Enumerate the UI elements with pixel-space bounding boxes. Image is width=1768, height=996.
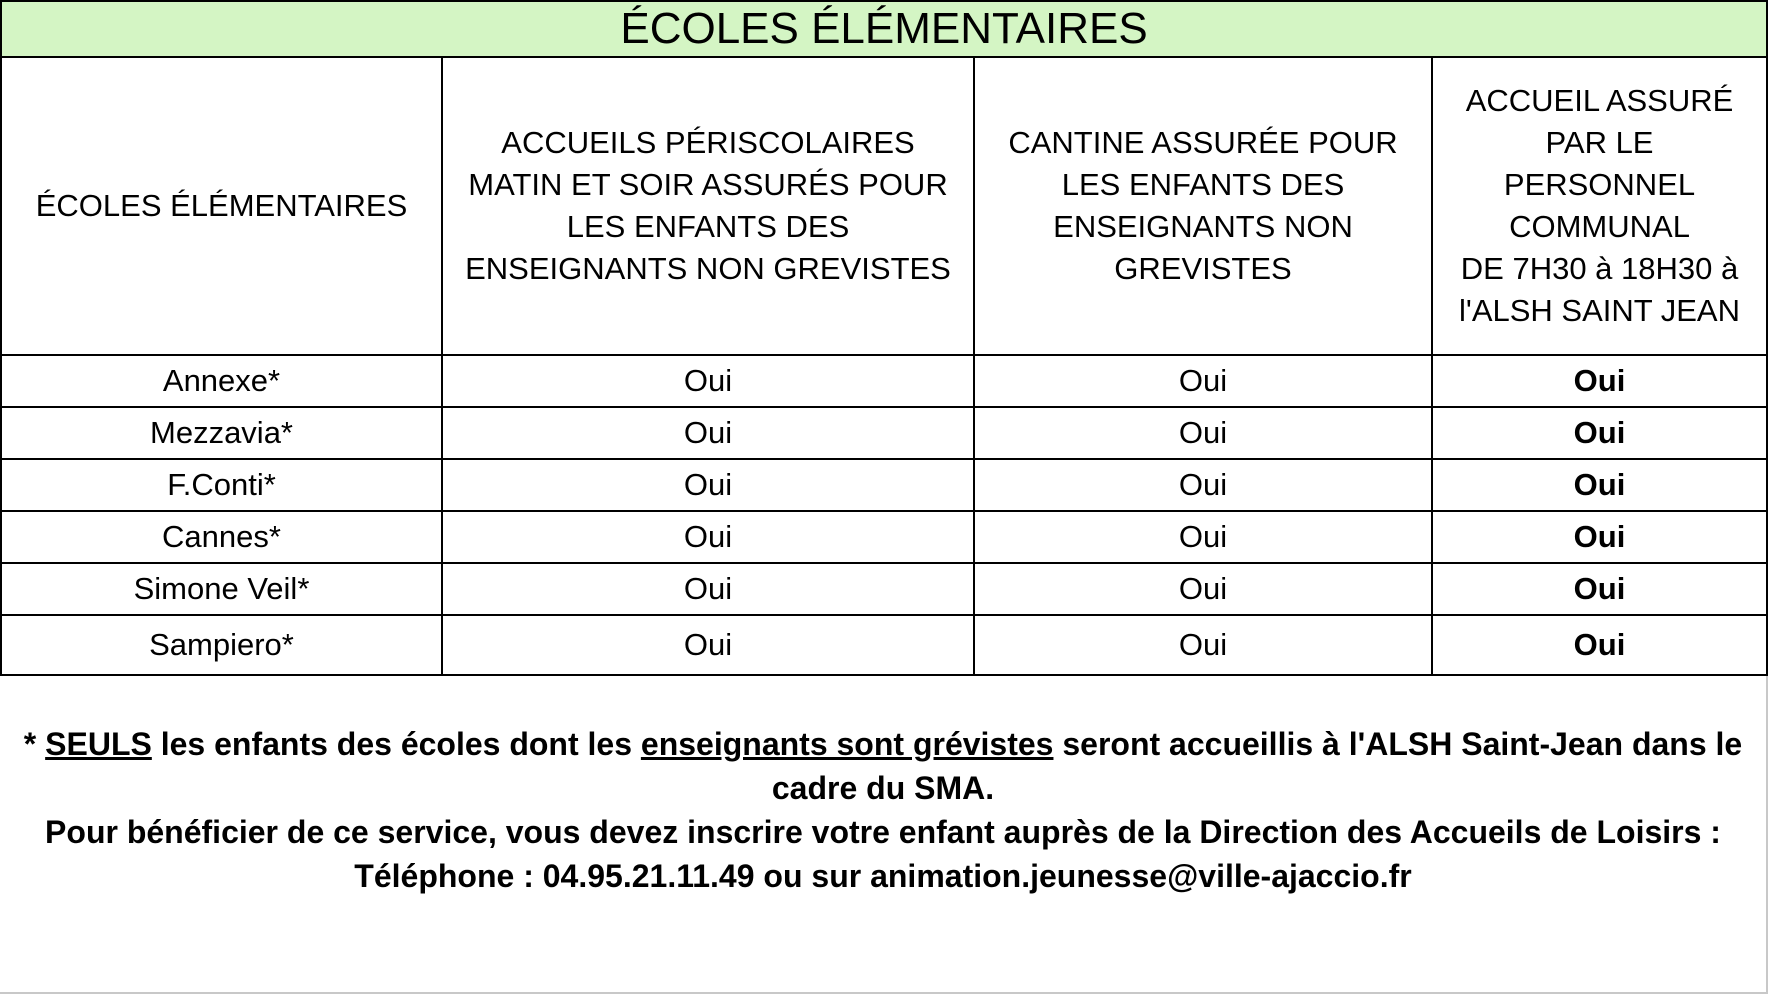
- table-row: [1, 615, 1767, 675]
- footnote-block: [0, 722, 1766, 898]
- school-name: Simone Veil*: [1, 563, 442, 615]
- table-title: ÉCOLES ÉLÉMENTAIRES: [1, 1, 1767, 57]
- accueil-value: Oui: [1432, 407, 1767, 459]
- school-name: F.Conti*: [1, 459, 442, 511]
- school-name: Mezzavia*: [1, 407, 442, 459]
- periscolaire-value: Oui: [442, 511, 974, 563]
- header-row: [1, 57, 1767, 355]
- footnote-line-2: Pour bénéficier de ce service, vous devez inscrire votre enfant auprès de la Direction des Accueils de Loisirs :: [45, 814, 1721, 850]
- cantine-value: Oui: [974, 615, 1432, 675]
- school-name: Annexe*: [1, 355, 442, 407]
- cantine-value: Oui: [974, 563, 1432, 615]
- accueil-value: Oui: [1432, 615, 1767, 675]
- cantine-value: Oui: [974, 459, 1432, 511]
- footnote-seuls: SEULS: [45, 726, 152, 762]
- table-row: [1, 355, 1767, 407]
- periscolaire-value: Oui: [442, 355, 974, 407]
- accueil-value: Oui: [1432, 511, 1767, 563]
- footnote-underlined: enseignants sont grévistes: [640, 726, 1054, 762]
- footnote-text-b: seront accueillis à l'ALSH Saint-Jean dans le cadre du SMA.: [771, 726, 1743, 806]
- header-accueil: ACCUEIL ASSURÉ PAR LE PERSONNEL COMMUNAL DE 7H30 à 18H30 à l'ALSH SAINT JEAN: [1432, 57, 1767, 355]
- table-row: [1, 563, 1767, 615]
- periscolaire-value: Oui: [442, 615, 974, 675]
- table-row: [1, 407, 1767, 459]
- footnote-text-a: les enfants des écoles dont les: [151, 726, 641, 762]
- periscolaire-value: Oui: [442, 459, 974, 511]
- cantine-value: Oui: [974, 355, 1432, 407]
- accueil-value: Oui: [1432, 563, 1767, 615]
- school-name: Sampiero*: [1, 615, 442, 675]
- school-name: Cannes*: [1, 511, 442, 563]
- cantine-value: Oui: [974, 511, 1432, 563]
- periscolaire-value: Oui: [442, 563, 974, 615]
- accueil-value: Oui: [1432, 459, 1767, 511]
- periscolaire-value: Oui: [442, 407, 974, 459]
- header-periscolaire: ACCUEILS PÉRISCOLAIRES MATIN ET SOIR ASSURÉS POUR LES ENFANTS DES ENSEIGNANTS NON GREVISTES: [442, 57, 974, 355]
- header-school: ÉCOLES ÉLÉMENTAIRES: [1, 57, 442, 355]
- footnote-line-1: [0, 722, 1766, 810]
- title-row: [1, 1, 1767, 57]
- cantine-value: Oui: [974, 407, 1432, 459]
- table-row: [1, 459, 1767, 511]
- footnote-star: *: [23, 726, 46, 762]
- contact-line: Téléphone : 04.95.21.11.49 ou sur animation.jeunesse@ville-ajaccio.fr: [354, 858, 1412, 894]
- header-cantine: CANTINE ASSURÉE POUR LES ENFANTS DES ENSEIGNANTS NON GREVISTES: [974, 57, 1432, 355]
- accueil-value: Oui: [1432, 355, 1767, 407]
- table-row: [1, 511, 1767, 563]
